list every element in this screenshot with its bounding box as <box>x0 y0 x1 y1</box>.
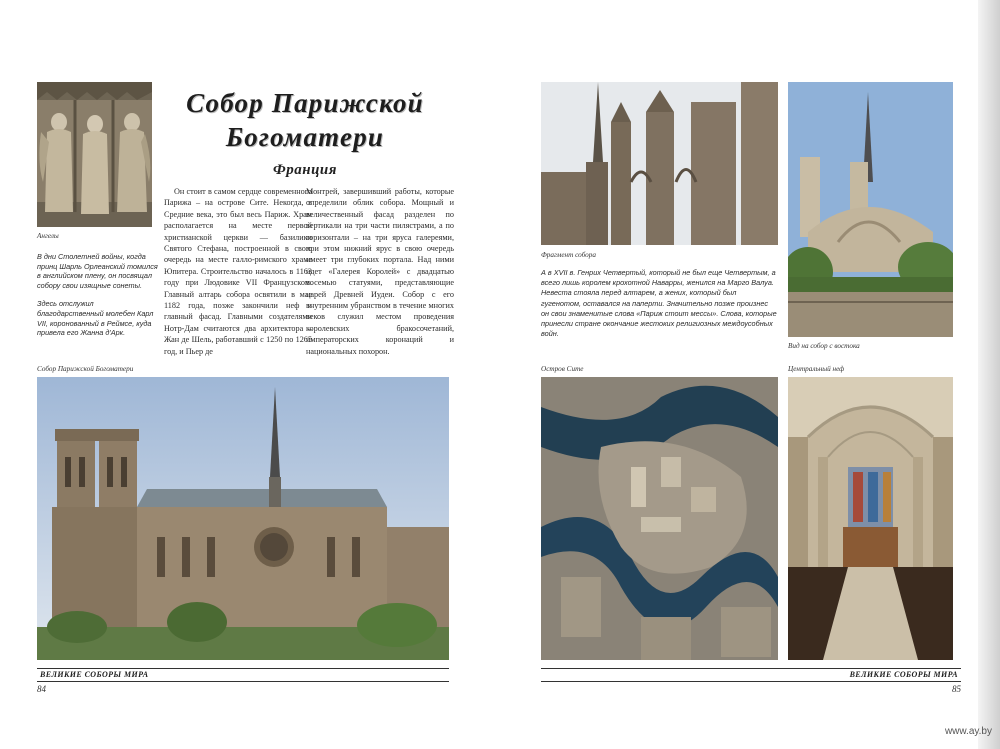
fragment-photo <box>541 82 778 245</box>
footer-bar-right <box>541 668 961 682</box>
page-number-right: 85 <box>952 684 961 694</box>
page-subtitle: Франция <box>273 162 337 178</box>
east-view-photo <box>788 82 953 337</box>
title-line-1: Собор Парижской <box>186 88 424 118</box>
sidebar-notes <box>37 252 159 347</box>
fragment-paragraph: А в XVII в. Генрих Четвертый, который не был еще Четвертым, а всего лишь королем крохотной Наварры, женился на Марго Валуа. Невеста стояла перед алтарем, а жених, который был гугенотом, оставался на паперти. Значительно позже произнес он свои знаменитые слова «Париж стоит мессы». Слова, которые принесли стране окончание жестоких религиозных междоусобных войн. <box>541 268 777 339</box>
footer-series-title: ВЕЛИКИЕ СОБОРЫ МИРА <box>40 670 149 679</box>
cathedral-photo <box>37 377 449 660</box>
footer-series-title: ВЕЛИКИЕ СОБОРЫ МИРА <box>849 670 958 679</box>
body-column-2: Монтрей, завершивший работы, которые определили облик собора. Мощный и величественный фасад разделен по вертикали на три части пилястрами, а по горизонтали – на три яруса галереями, при этом нижний ярус в свою очередь имеет три глубоких портала. Над ними идет «Галерея Королей» с двадцатью восемью статуями, представляющие царей Древней Иудеи. Собор с его внутренним убранством в течение многих веков служил местом проведения королевских бракосочетаний, императорских коронаций и национальных похорон. <box>306 187 454 356</box>
sidebar-paragraph: Здесь отслужил благодарственный молебен Карл VII, коронованный в Реймсе, куда привела его Жанна д'Арк. <box>37 299 154 338</box>
caption-east-view: Вид на собор с востока <box>788 342 860 350</box>
page-number-left: 84 <box>37 684 46 694</box>
title-line-2: Богоматери <box>225 122 385 152</box>
caption-fragment: Фрагмент собора <box>541 251 596 259</box>
caption-nave: Центральный неф <box>788 365 845 373</box>
footer-bar-left <box>37 668 449 682</box>
sidebar-paragraph: В дни Столетней войны, когда принц Шарль Орлеанский томился в английском плену, он посвящал собору свои изящные сонеты. <box>37 252 158 290</box>
page-title <box>160 86 450 154</box>
caption-cathedral: Собор Парижской Богоматери <box>37 365 134 373</box>
angels-photo <box>37 82 152 227</box>
caption-island: Остров Сите <box>541 365 584 373</box>
body-column-1: Он стоит в самом сердце современного Парижа – на острове Сите. Некогда, в Средние века, это был весь Париж. Храм располагается на месте первой христианской церкви — базилики Святого Стефана, построенной в свою очередь на месте галло-римского храма Юпитера. Строительство началось в 1163 году при Людовике VII Французском. Главный алтарь собора освятили в мае 1182 года, позже закончили неф и главный фасад. Главными создателями Нотр-Дам считаются два архитектора – Жан де Шель, работавший с 1250 по 1265 год, и Пьер де <box>164 187 312 356</box>
page-edge <box>978 0 1000 749</box>
watermark-text: www.ay.by <box>944 726 992 737</box>
island-aerial-photo <box>541 377 778 660</box>
caption-angels: Ангелы <box>37 232 59 240</box>
nave-photo <box>788 377 953 660</box>
